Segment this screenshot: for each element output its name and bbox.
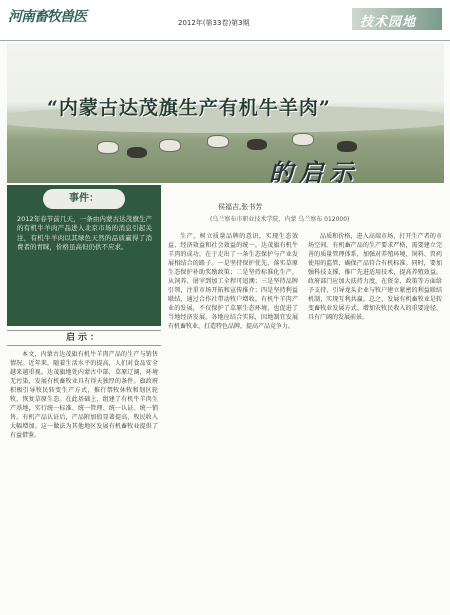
hero-subtitle: 的启示 [269,158,359,183]
column-left [10,350,158,605]
column-right [308,232,442,605]
cow-icon [159,139,181,152]
event-heading: 事件： [43,189,125,209]
column-left-text: 本文，内蒙古达茂旗有机牛羊肉产品的生产与销售情况。近年来，随着生活水平的提高，人们对食品安全越来越重视。达茂旗地处内蒙古中部，草原辽阔，环境无污染，发展有机畜牧业具有得天独厚的条件。旗政府积极引导牧民转变生产方式，推行禁牧休牧和划区轮牧，恢复草原生态。在此基础上，组建了有机牛羊肉生产基地，实行统一标准、统一管理、统一认证、统一销售。有机产品认证后，产品附加值显著提高，牧民收入大幅增加。这一做法为其他地区发展有机畜牧业提供了有益借鉴。 [10,351,158,439]
issue-info: 2012年(第33卷)第3期 [178,19,250,27]
affiliation-line: (乌兰察布市职业技术学院，内蒙 乌兰察布 012000) [210,216,350,223]
inspiration-heading: 启示： [7,330,161,346]
cow-icon [337,141,357,152]
cow-icon [127,147,147,158]
column-right-text: 品质和价格，进入高端市场，打开生产者的市场空间。有机畜产品的生产要求严格，需要建立完善的质量管理体系，加强对养殖环境、饲料、兽药使用的监管，确保产品符合有机标准。同时，要加强科技支撑，推广先进适用技术，提高养殖效益。政府部门应加大扶持力度，在资金、政策等方面给予支持，引导龙头企业与牧户建立紧密的利益联结机制，实现互利共赢。总之，发展有机畜牧业是转变畜牧业发展方式、增加农牧民收入的重要途径，具有广阔的发展前景。 [308,233,442,321]
section-brand [352,8,442,30]
column-middle [168,232,298,605]
page-header [0,0,450,41]
hero-image [7,43,444,183]
column-middle-text: 生产，树立质量品牌的意识，实现生态效益、经济效益和社会效益的统一。达茂旗有机牛羊肉的成功，在于走出了一条生态保护与产业发展相结合的路子。一是坚持保护优先，落实草原生态保护补助奖励政策；二是坚持标准化生产，从饲养、屠宰到加工全程可追溯；三是坚持品牌引领，注重市场开拓和宣传推介；四是坚持利益联结，通过合作社带动牧户增收。有机牛羊肉产业的发展，不仅保护了草原生态环境，也促进了当地经济发展。各地应结合实际，因地制宜发展有机畜牧业，打造特色品牌，提高产品竞争力。 [168,233,298,330]
event-box [7,185,161,326]
journal-logo: 河南畜牧兽医 [8,9,86,25]
author-line: 侯福吉,张书芳 [218,203,263,211]
hero-title: “内蒙古达茂旗生产有机牛羊肉” [47,97,331,119]
cow-icon [207,135,229,148]
section-brand-label: 技术园地 [360,15,417,30]
cow-icon [292,133,314,146]
cow-icon [97,141,119,154]
cow-icon [247,139,267,150]
event-text: 2012年春节前几天，一条由内蒙古达茂旗生产的有机牛羊肉产品进入北京市场的消息引起关注，有机牛羊肉以其绿色天然的品质赢得了消费者的青睐，价格虽高但仍供不应求。 [17,215,152,252]
